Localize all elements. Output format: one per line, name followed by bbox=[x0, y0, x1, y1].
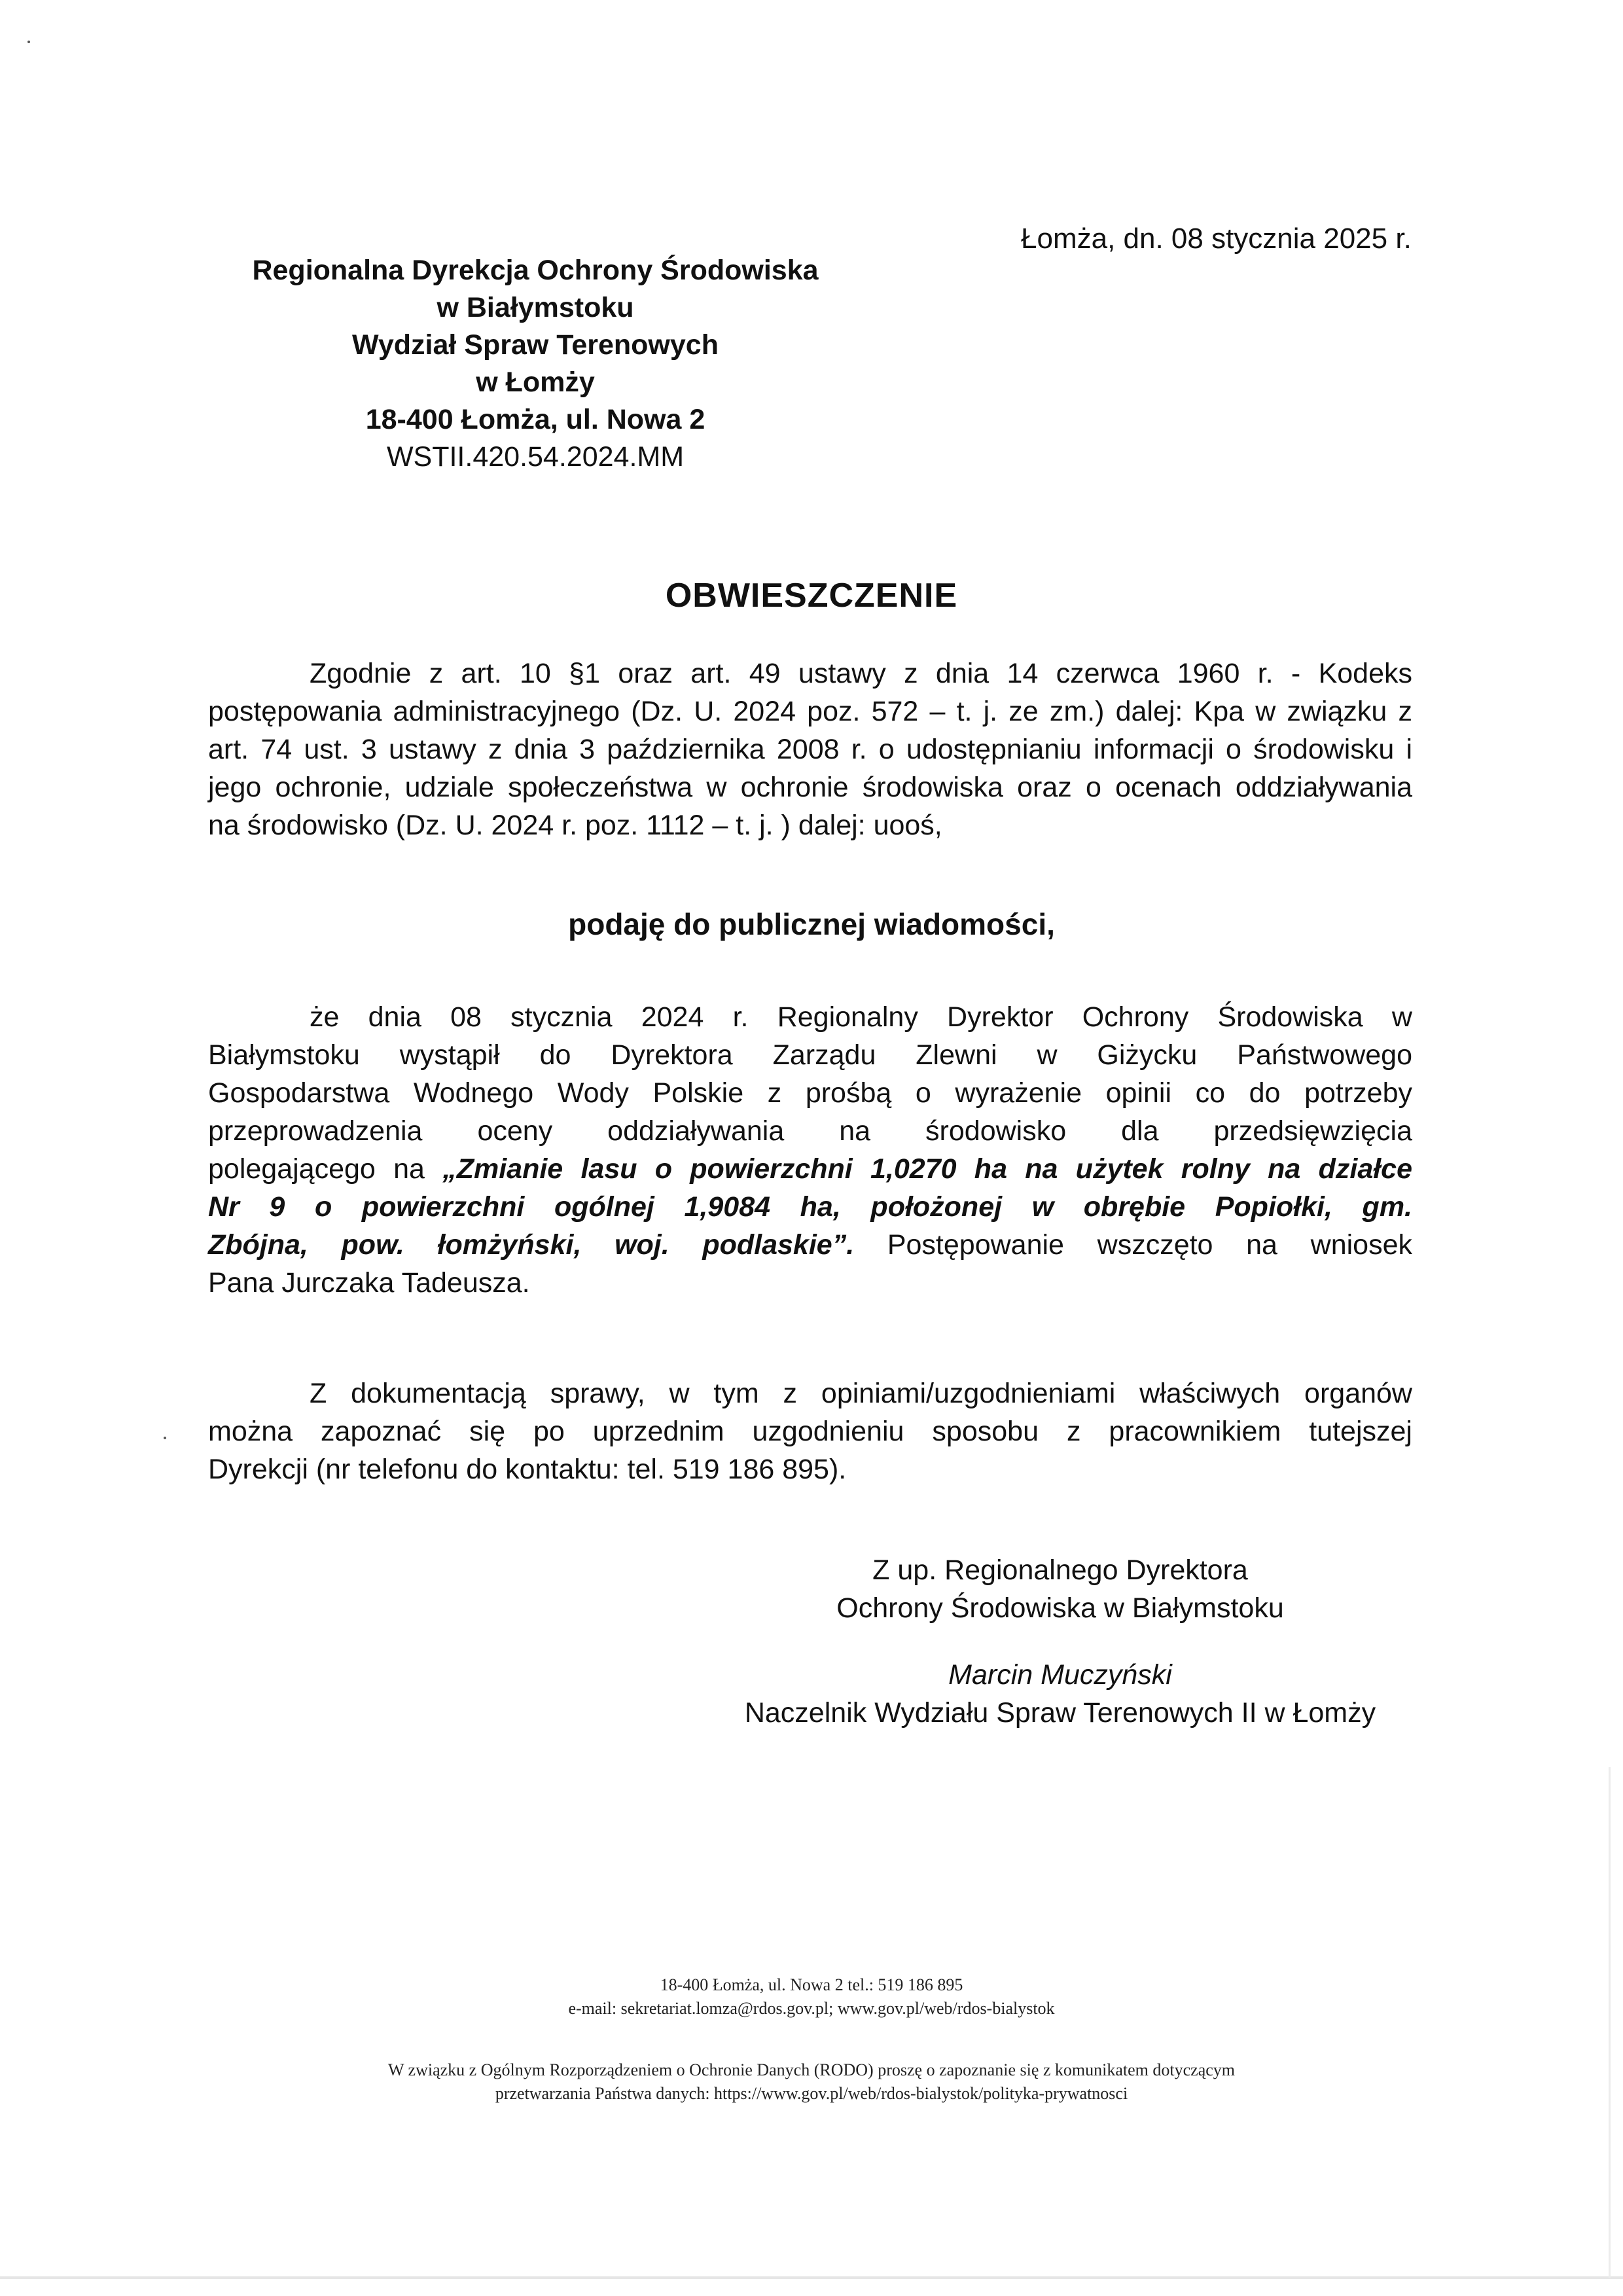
rodo-line: W związku z Ogólnym Rozporządzeniem o Ochronie Danych (RODO) proszę o zapoznanie się z komunikatem dotyczącym bbox=[387, 2060, 1235, 2079]
main-paragraph bbox=[208, 998, 1412, 1302]
scan-border bbox=[1609, 1767, 1611, 2278]
footer-address: 18-400 Łomża, ul. Nowa 2 tel.: 519 186 895 bbox=[660, 1975, 963, 1994]
scan-border bbox=[0, 2276, 1623, 2279]
case-reference: WSTII.420.54.2024.MM bbox=[386, 441, 685, 473]
text-line: art. 74 ust. 3 ustawy z dnia 3 października 2008 r. o udostępnianiu informacji o środowisku i bbox=[208, 734, 1412, 765]
signature-authority bbox=[674, 1551, 1446, 1627]
signatory-position: Naczelnik Wydziału Spraw Terenowych II w Łomży bbox=[744, 1697, 1376, 1729]
org-line: Wydział Spraw Terenowych bbox=[352, 329, 719, 361]
footer-email: e-mail: sekretariat.lomza@rdos.gov.pl; www.gov.pl/web/rdos-bialystok bbox=[568, 1999, 1055, 2018]
signature-person bbox=[674, 1656, 1446, 1732]
documentation-paragraph bbox=[208, 1374, 1412, 1488]
project-name-line: Nr 9 o powierzchni ogólnej 1,9084 ha, położonej w obrębie Popiołki, gm. bbox=[208, 1191, 1412, 1223]
rodo-line: przetwarzania Państwa danych: https://www.gov.pl/web/rdos-bialystok/polityka-prywatnosci bbox=[495, 2084, 1128, 2103]
document-title: OBWIESZCZENIE bbox=[665, 577, 958, 615]
text-line: jego ochronie, udziale społeczeństwa w ochronie środowiska oraz o ocenach oddziaływania bbox=[208, 772, 1412, 803]
place-date: Łomża, dn. 08 stycznia 2025 r. bbox=[1021, 223, 1412, 255]
text-line: Z dokumentacją sprawy, w tym z opiniami/uzgodnieniami właściwych organów bbox=[310, 1378, 1412, 1409]
org-line: Regionalna Dyrekcja Ochrony Środowiska bbox=[252, 255, 819, 286]
org-line: w Łomży bbox=[476, 367, 595, 398]
footer-contact bbox=[0, 1973, 1623, 2020]
announcement-heading: podaję do publicznej wiadomości, bbox=[568, 907, 1055, 941]
text-run: Postępowanie wszczęto na wniosek bbox=[854, 1229, 1412, 1261]
text-line: Zgodnie z art. 10 §1 oraz art. 49 ustawy z dnia 14 czerwca 1960 r. - Kodeks bbox=[310, 658, 1412, 689]
text-line: przeprowadzenia oceny oddziaływania na środowisko dla przedsięwzięcia bbox=[208, 1115, 1412, 1147]
project-name: „Zmianie lasu o powierzchni 1,0270 ha na użytek rolny na działce bbox=[442, 1153, 1413, 1185]
text-line bbox=[208, 1150, 1412, 1188]
text-line: na środowisko (Dz. U. 2024 r. poz. 1112 – t. j. ) dalej: uooś, bbox=[208, 810, 942, 841]
text-line: postępowania administracyjnego (Dz. U. 2024 poz. 572 – t. j. ze zm.) dalej: Kpa w związku z bbox=[208, 696, 1412, 727]
footer-rodo bbox=[0, 2058, 1623, 2106]
text-line: Dyrekcji (nr telefonu do kontaktu: tel. 519 186 895). bbox=[208, 1454, 847, 1485]
org-line: 18-400 Łomża, ul. Nowa 2 bbox=[365, 404, 705, 435]
legal-basis-paragraph bbox=[208, 655, 1412, 844]
text-line: Pana Jurczaka Tadeusza. bbox=[208, 1267, 530, 1299]
project-name: Zbójna, pow. łomżyński, woj. podlaskie”. bbox=[208, 1229, 855, 1261]
text-line: że dnia 08 stycznia 2024 r. Regionalny Dyrektor Ochrony Środowiska w bbox=[310, 1001, 1412, 1033]
org-line: w Białymstoku bbox=[437, 292, 634, 323]
signature-line: Ochrony Środowiska w Białymstoku bbox=[836, 1592, 1284, 1624]
text-run: polegającego na bbox=[208, 1153, 443, 1185]
text-line: Gospodarstwa Wodnego Wody Polskie z prośbą o wyrażenie opinii co do potrzeby bbox=[208, 1077, 1412, 1109]
organization-header bbox=[208, 252, 863, 476]
scan-speck bbox=[27, 41, 30, 43]
scan-speck bbox=[164, 1437, 166, 1439]
text-line bbox=[208, 1226, 1412, 1264]
signatory-name: Marcin Muczyński bbox=[948, 1659, 1172, 1691]
text-line: Białymstoku wystąpił do Dyrektora Zarządu Zlewni w Giżycku Państwowego bbox=[208, 1039, 1412, 1071]
signature-line: Z up. Regionalnego Dyrektora bbox=[872, 1554, 1248, 1586]
text-line: można zapoznać się po uprzednim uzgodnieniu sposobu z pracownikiem tutejszej bbox=[208, 1416, 1412, 1447]
